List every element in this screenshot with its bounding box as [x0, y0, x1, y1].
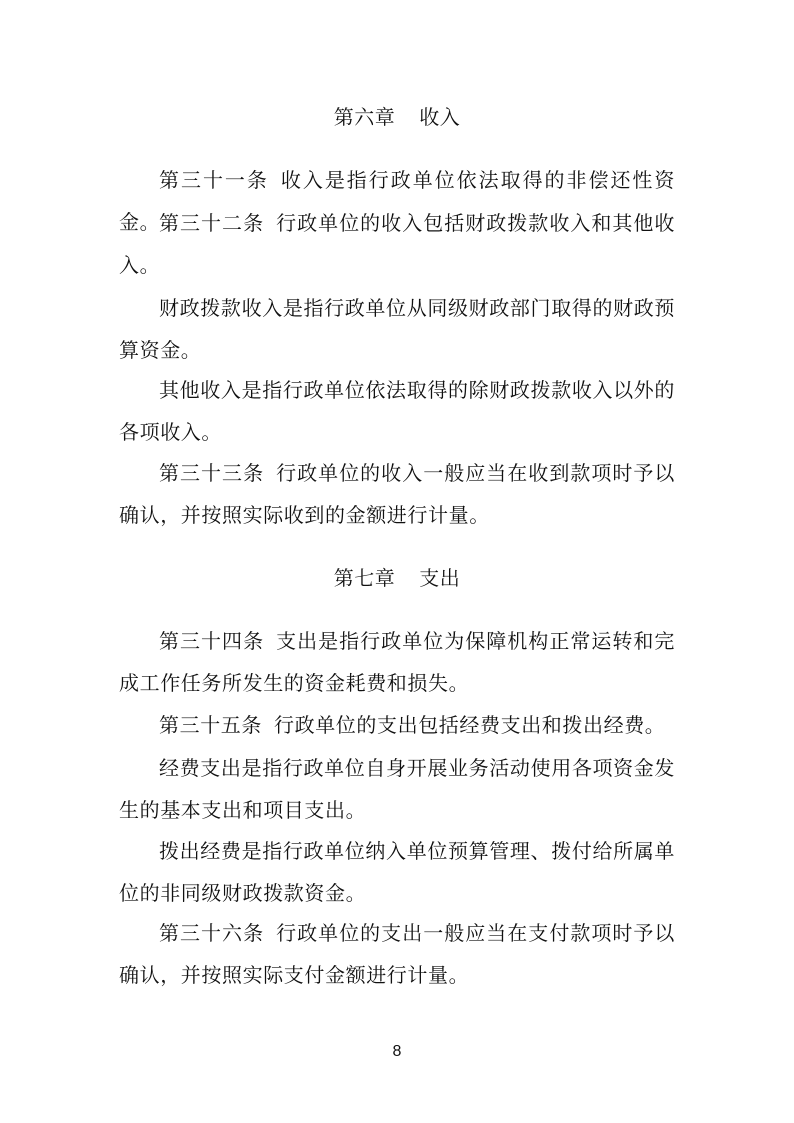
article-text: 行政单位的支出一般应当在支付款项时予以确认，并按照实际支付金额进行计量。 — [119, 921, 676, 987]
page-number: 8 — [392, 1043, 402, 1060]
article-number: 第三十五条 — [159, 713, 262, 737]
article-text: 支出是指行政单位为保障机构正常运转和完成工作任务所发生的资金耗费和损失。 — [119, 629, 676, 695]
article-34 — [119, 620, 675, 704]
chapter-title: 收入 — [419, 105, 461, 129]
paragraph-text: 财政拨款收入是指行政单位从同级财政部门取得的财政预算资金。 — [119, 296, 675, 362]
paragraph-text: 经费支出是指行政单位自身开展业务活动使用各项资金发生的基本支出和项目支出。 — [119, 756, 675, 822]
paragraph-appropriated-funds — [119, 830, 675, 914]
article-number: 第三十四条 — [159, 629, 265, 653]
article-text: 行政单位的支出包括经费支出和拨出经费。 — [274, 713, 666, 737]
article-32 — [119, 202, 675, 286]
paragraph-fiscal-appropriation-income — [119, 287, 675, 371]
chapter-label: 第七章 — [333, 566, 396, 590]
article-number: 第三十一条 — [159, 168, 269, 192]
article-number: 第三十三条 — [159, 461, 265, 485]
paragraph-text: 其他收入是指行政单位依法取得的除财政拨款收入以外的各项收入。 — [119, 378, 675, 444]
chapter-label: 第六章 — [333, 105, 396, 129]
article-36 — [119, 912, 675, 996]
article-number: 第三十二条 — [159, 211, 265, 235]
chapter-title: 支出 — [419, 566, 461, 590]
article-text: 行政单位的收入包括财政拨款收入和其他收入。 — [119, 211, 676, 277]
article-text: 收入是指行政单位依法取得的非偿还性资金。 — [119, 168, 676, 234]
article-35 — [119, 704, 675, 746]
paragraph-operating-expenditure — [119, 747, 675, 831]
chapter-heading-6 — [119, 96, 675, 138]
article-number: 第三十六条 — [159, 921, 265, 945]
article-33 — [119, 452, 675, 536]
chapter-heading-7 — [119, 557, 675, 599]
article-text: 行政单位的收入一般应当在收到款项时予以确认，并按照实际收到的金额进行计量。 — [119, 461, 676, 527]
paragraph-text: 拨出经费是指行政单位纳入单位预算管理、拨付给所属单位的非同级财政拨款资金。 — [119, 839, 675, 905]
paragraph-other-income — [119, 369, 675, 453]
